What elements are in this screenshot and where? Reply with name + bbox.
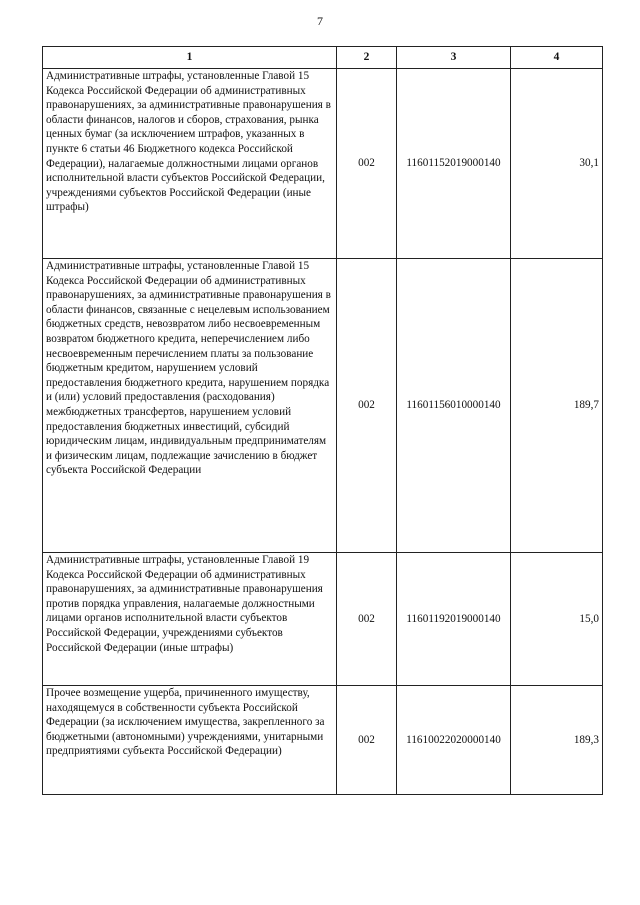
row-description: Административные штрафы, установленные Главой 15 Кодекса Российской Федерации об административных правонарушениях, за административные правонарушения в области финансов, налогов и сборов, страхования, рынка ценных бумаг (за исключением штрафов, указанных в пункте 6 статьи 46 Бюджетного кодекса Российской Федерации), налагаемые должностными лицами органов исполнительной власти субъектов Российской Федерации, учреждениями субъектов Российской Федерации (иные штрафы) (43, 69, 337, 259)
revenue-table (42, 46, 603, 795)
row-admin-code: 002 (337, 686, 397, 795)
table-row (43, 69, 603, 259)
header-col-4: 4 (511, 47, 603, 69)
row-amount: 189,3 (511, 686, 603, 795)
row-admin-code: 002 (337, 259, 397, 553)
row-amount: 15,0 (511, 553, 603, 686)
row-admin-code: 002 (337, 553, 397, 686)
table-row (43, 686, 603, 795)
header-row (43, 47, 603, 69)
page-number: 7 (317, 14, 323, 28)
header-col-1: 1 (43, 47, 337, 69)
table-header (43, 47, 603, 69)
table-row (43, 259, 603, 553)
header-col-3: 3 (397, 47, 511, 69)
row-admin-code: 002 (337, 69, 397, 259)
row-amount: 189,7 (511, 259, 603, 553)
header-col-2: 2 (337, 47, 397, 69)
row-budget-code: 11601156010000140 (397, 259, 511, 553)
row-amount: 30,1 (511, 69, 603, 259)
row-description: Административные штрафы, установленные Главой 15 Кодекса Российской Федерации об административных правонарушениях, за административные правонарушения в области финансов, связанные с нецелевым использованием бюджетных средств, невозвратом либо несвоевременным возвратом бюджетного кредита, неперечислением либо несвоевременным перечислением платы за пользование бюджетным кредитом, нарушением условий предоставления бюджетного кредита, нарушением порядка и (или) условий предоставления (расходования) межбюджетных трансфертов, нарушением условий предоставления бюджетных инвестиций, субсидий юридическим лицам, индивидуальным предпринимателям и физическим лицам, подлежащие зачислению в бюджет субъекта Российской Федерации (43, 259, 337, 553)
row-budget-code: 11610022020000140 (397, 686, 511, 795)
table-body (43, 69, 603, 795)
row-budget-code: 11601152019000140 (397, 69, 511, 259)
row-budget-code: 11601192019000140 (397, 553, 511, 686)
table-row (43, 553, 603, 686)
row-description: Административные штрафы, установленные Главой 19 Кодекса Российской Федерации об административных правонарушениях, за административные правонарушения против порядка управления, налагаемые должностными лицами органов исполнительной власти субъектов Российской Федерации, учреждениями субъектов Российской Федерации (иные штрафы) (43, 553, 337, 686)
row-description: Прочее возмещение ущерба, причиненного имуществу, находящемуся в собственности субъекта Российской Федерации (за исключением имущества, закрепленного за бюджетными (автономными) учреждениями, унитарными предприятиями субъекта Российской Федерации) (43, 686, 337, 795)
